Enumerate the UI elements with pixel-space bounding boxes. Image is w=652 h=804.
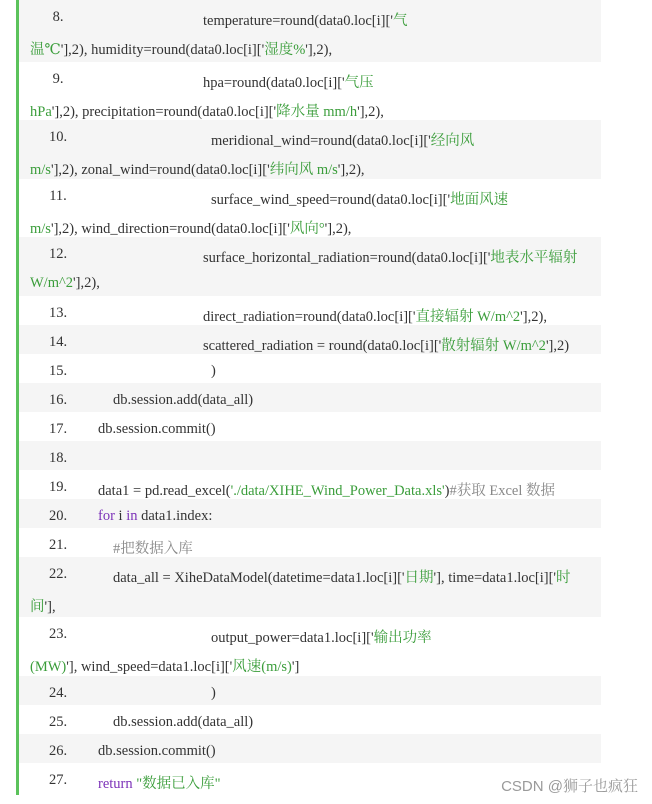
string-token: "数据已入库" bbox=[136, 776, 221, 792]
code-token: meridional_wind=round(data0.loc[i][' bbox=[211, 133, 431, 149]
code-text bbox=[203, 9, 407, 30]
code-token: surface_horizontal_radiation=round(data0.loc[i][' bbox=[203, 250, 491, 266]
code-text bbox=[211, 129, 474, 150]
string-token: 输出功率 bbox=[373, 630, 432, 646]
comment-token: #把数据入库 bbox=[113, 541, 193, 557]
code-token: '],2), precipitation=round(data0.loc[i][' bbox=[51, 104, 277, 120]
code-token: direct_radiation=round(data0.loc[i][' bbox=[203, 309, 416, 325]
code-text-wrapped bbox=[30, 655, 299, 676]
keyword-token: in bbox=[126, 508, 138, 524]
code-text bbox=[98, 743, 216, 760]
code-token: '],2) bbox=[545, 338, 570, 354]
line-number: 14. bbox=[48, 334, 68, 350]
code-token: '],2), bbox=[73, 275, 100, 291]
string-token: 经向风 bbox=[430, 133, 475, 149]
code-line bbox=[19, 412, 601, 441]
code-token: data1 = pd.read_excel( bbox=[98, 483, 231, 499]
comment-token: #获取 Excel 数据 bbox=[449, 483, 555, 499]
code-token: db.session.add(data_all) bbox=[113, 714, 254, 730]
line-number: 8. bbox=[52, 9, 64, 25]
code-text bbox=[203, 71, 374, 92]
code-line bbox=[19, 470, 601, 499]
string-token: 风向° bbox=[289, 221, 325, 237]
line-number: 16. bbox=[48, 392, 68, 408]
line-number: 22. bbox=[48, 566, 68, 582]
code-text-wrapped bbox=[30, 595, 56, 616]
code-token: '],2), bbox=[337, 162, 365, 178]
string-token: W/m^2 bbox=[30, 275, 74, 291]
code-text bbox=[98, 772, 221, 793]
code-text bbox=[98, 508, 212, 525]
code-token: data1.index: bbox=[137, 508, 213, 524]
code-token: ) bbox=[444, 483, 450, 499]
line-number: 20. bbox=[48, 508, 68, 524]
line-number: 25. bbox=[48, 714, 68, 730]
string-token: 时 bbox=[556, 570, 571, 586]
code-text bbox=[113, 566, 571, 587]
code-token: '],2), bbox=[520, 309, 547, 325]
code-token: ) bbox=[211, 363, 216, 379]
string-token: hPa bbox=[30, 104, 52, 120]
line-number: 12. bbox=[48, 246, 68, 262]
code-line bbox=[19, 179, 601, 237]
line-number: 19. bbox=[48, 479, 68, 495]
code-line bbox=[19, 528, 601, 557]
line-number: 11. bbox=[49, 188, 67, 204]
code-line bbox=[19, 325, 601, 354]
code-token: '],2), humidity=round(data0.loc[i][' bbox=[60, 42, 265, 58]
code-token: '], wind_speed=data1.loc[i][' bbox=[66, 659, 233, 675]
code-line bbox=[19, 62, 601, 120]
code-token: '],2), wind_direction=round(data0.loc[i][' bbox=[50, 221, 290, 237]
string-token: 地表水平辐射 bbox=[490, 250, 578, 266]
string-token: (MW) bbox=[30, 659, 67, 675]
code-line bbox=[19, 383, 601, 412]
line-number: 24. bbox=[48, 685, 68, 701]
code-text bbox=[203, 246, 577, 267]
code-token: '],2), zonal_wind=round(data0.loc[i][' bbox=[50, 162, 270, 178]
code-token: '] bbox=[291, 659, 300, 675]
code-token: scattered_radiation = round(data0.loc[i][' bbox=[203, 338, 442, 354]
watermark: CSDN @狮子也疯狂 bbox=[501, 778, 638, 795]
code-text bbox=[113, 714, 253, 731]
code-line bbox=[19, 499, 601, 528]
string-token: 间 bbox=[30, 599, 45, 615]
code-token: i bbox=[114, 508, 127, 524]
code-token: '],2), bbox=[357, 104, 384, 120]
line-number: 18. bbox=[48, 450, 68, 466]
code-line bbox=[19, 617, 601, 676]
line-number: 26. bbox=[48, 743, 68, 759]
keyword-token: return bbox=[98, 776, 133, 792]
code-text-wrapped bbox=[30, 100, 384, 121]
string-token: 纬向风 m/s bbox=[269, 162, 338, 178]
string-token: 地面风速 bbox=[450, 192, 509, 208]
string-token: 日期 bbox=[404, 570, 434, 586]
line-number: 23. bbox=[48, 626, 68, 642]
code-text bbox=[211, 626, 432, 647]
string-token: 风速(m/s) bbox=[232, 659, 292, 675]
code-line bbox=[19, 0, 601, 62]
code-token: ) bbox=[211, 685, 216, 701]
code-text-wrapped bbox=[30, 275, 100, 292]
string-token: './data/XIHE_Wind_Power_Data.xls' bbox=[230, 483, 445, 499]
code-line bbox=[19, 676, 601, 705]
code-line bbox=[19, 120, 601, 179]
code-token: surface_wind_speed=round(data0.loc[i][' bbox=[211, 192, 451, 208]
code-text bbox=[98, 479, 555, 500]
code-line bbox=[19, 705, 601, 734]
code-text bbox=[113, 537, 193, 558]
code-line bbox=[19, 734, 601, 763]
code-line bbox=[19, 354, 601, 383]
string-token: 湿度% bbox=[264, 42, 306, 58]
string-token: 降水量 mm/h bbox=[276, 104, 358, 120]
code-text-wrapped bbox=[30, 38, 332, 59]
code-line bbox=[19, 441, 601, 470]
code-text-wrapped bbox=[30, 217, 351, 238]
code-token: db.session.add(data_all) bbox=[113, 392, 254, 408]
code-token: db.session.commit() bbox=[98, 421, 216, 437]
line-number: 21. bbox=[48, 537, 68, 553]
string-token: m/s bbox=[30, 162, 51, 178]
code-line bbox=[19, 557, 601, 617]
string-token: 散射辐射 W/m^2 bbox=[441, 338, 546, 354]
code-token: '],2), bbox=[305, 42, 333, 58]
line-number: 17. bbox=[48, 421, 68, 437]
code-token: '], time=data1.loc[i][' bbox=[433, 570, 557, 586]
line-number: 13. bbox=[48, 305, 68, 321]
code-text bbox=[211, 188, 508, 209]
code-text bbox=[98, 421, 216, 438]
code-line bbox=[19, 237, 601, 296]
code-text bbox=[211, 363, 216, 380]
line-number: 15. bbox=[48, 363, 68, 379]
code-token: data_all = XiheDataModel(datetime=data1.loc[i][' bbox=[113, 570, 405, 586]
code-block bbox=[16, 0, 601, 795]
line-number: 10. bbox=[48, 129, 68, 145]
string-token: 气 bbox=[392, 13, 408, 29]
string-token: m/s bbox=[30, 221, 51, 237]
code-text bbox=[203, 305, 547, 326]
code-text bbox=[203, 334, 569, 355]
code-token: '],2), bbox=[324, 221, 352, 237]
code-token: '], bbox=[44, 599, 56, 615]
code-line bbox=[19, 296, 601, 325]
string-token: 气压 bbox=[344, 75, 374, 91]
keyword-token: for bbox=[98, 508, 115, 524]
code-token: db.session.commit() bbox=[98, 743, 216, 759]
line-number: 27. bbox=[48, 772, 68, 788]
code-text bbox=[211, 685, 216, 702]
string-token: 温℃ bbox=[30, 42, 61, 58]
code-text bbox=[113, 392, 253, 409]
code-token: hpa=round(data0.loc[i][' bbox=[203, 75, 345, 91]
string-token: 直接辐射 W/m^2 bbox=[415, 309, 521, 325]
code-token: temperature=round(data0.loc[i][' bbox=[203, 13, 393, 29]
code-token: output_power=data1.loc[i][' bbox=[211, 630, 374, 646]
line-number: 9. bbox=[52, 71, 64, 87]
code-text-wrapped bbox=[30, 158, 365, 179]
